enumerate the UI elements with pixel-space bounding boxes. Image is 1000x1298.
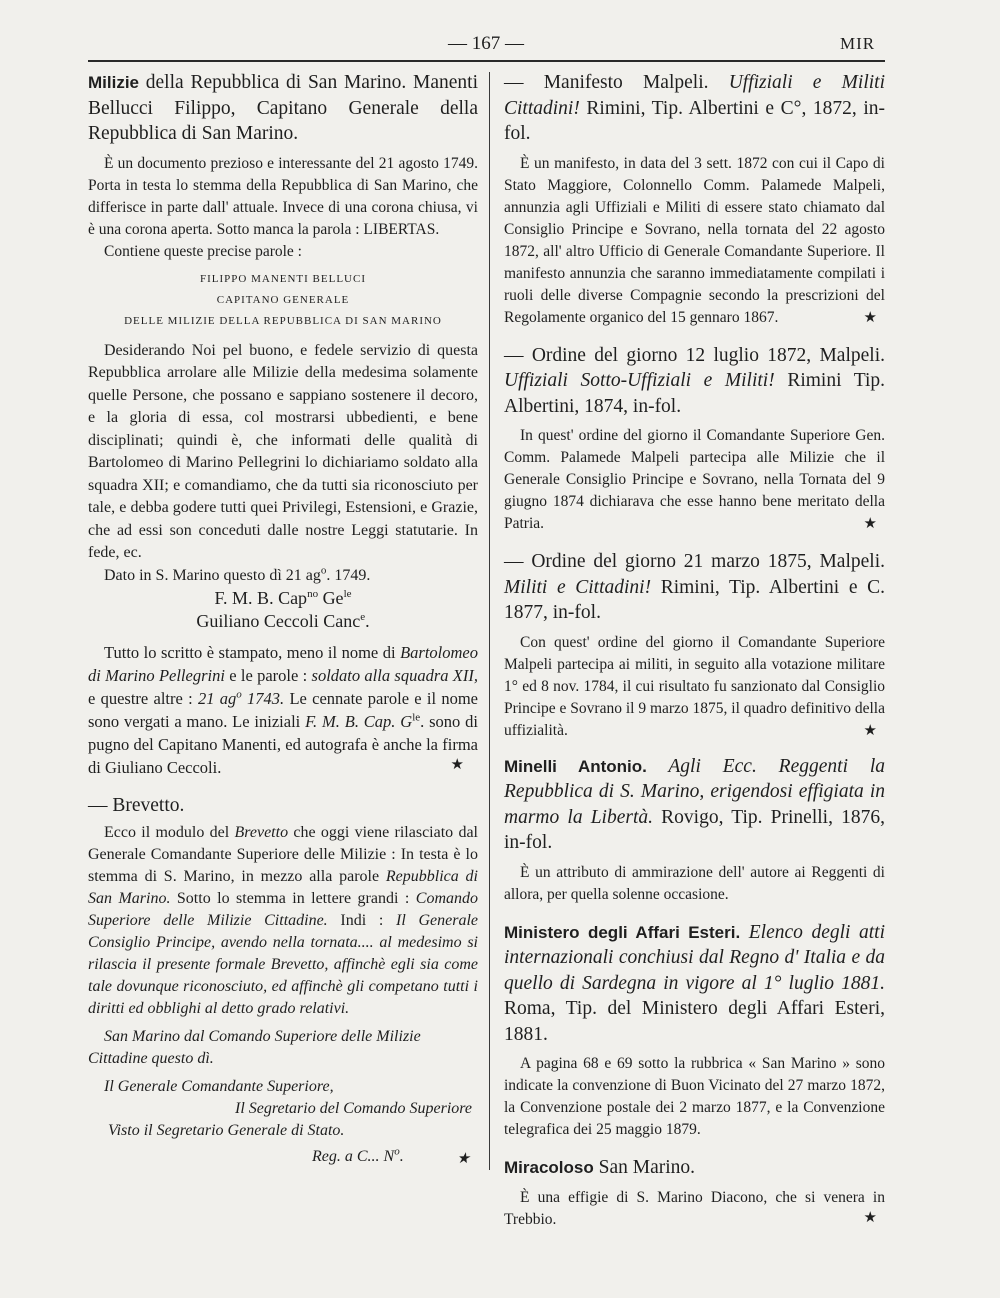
minelli-title: Minelli Antonio. Agli Ecc. Reggenti la Repubblica di S. Marino, erigendosi effigiata in marmo la Libertà. Rovigo, Tip. Prinelli, 1876, in-fol. [504,755,886,853]
column-divider [489,72,490,1170]
ministero-title: Ministero degli Affari Esteri. Elenco degli atti internazionali conchiusi dal Regno d' Italia e da quello di Sardegna in vigore al 1° luglio 1881. Roma, Tip. del Ministero degli Affari Esteri, 1881. [504,921,885,1045]
milizie-note: Tutto lo scritto è stampato, meno il nome di Bartolomeo di Marino Pellegrini e le parole : soldato alla squadra XII, e questre altre : 21 $ag^o$ 1743. Le cennate parole e il nome sono vergati a mano. Le iniziali F. M. B. Cap. $G^{le}$. sono di pugno del Capitano Manenti, ed autografa è anche la firma di Giuliano Ceccoli. ★ [88,642,478,777]
manifesto-title: — Manifesto Malpeli. Uffiziali e Militi Cittadini! Rimini, Tip. Albertini e C°, 1872, in-fol. [504,72,885,144]
page-number: — 167 — [448,33,524,54]
minelli-body: È un attributo di ammirazione dell' autore ai Reggenti di allora, per quella solenne occasione. [504,863,885,903]
ordine1-title: — Ordine del giorno 12 luglio 1872, Malpeli. Uffiziali Sotto-Uffiziali e Militi! Rimini Tip. Albertini, 1874, in-fol. [504,344,886,417]
star-icon: ★ [456,1151,470,1167]
document-heading-2: CAPITANO GENERALE [216,293,350,306]
brevetto-reg: Reg. a C... $N^o$. ★ [88,1146,478,1168]
document-heading-3: DELLE MILIZIE DELLA REPUBBLICA DI SAN MARINO [124,314,442,327]
ordine2-title: — Ordine del giorno 21 marzo 1875, Malpeli. Militi e Cittadini! Rimini, Tip. Albertini e C. 1877, in-fol. [504,551,886,623]
miracoloso-body: È una effigie di S. Marino Diacono, che si venera in Trebbio. ★ [504,1188,885,1228]
brevetto-signer-2: Il Segretario del Comando Superiore [234,1100,472,1117]
left-column [88,70,478,1168]
document-date: Dato in S. Marino questo dì 21 $ag^o$. 1749. [104,564,371,584]
document-heading-1: FILIPPO MANENTI BELLUCI [200,272,366,285]
signature-2: Guiliano Ceccoli Canc$^e$. [196,610,370,631]
milizie-description: È un documento prezioso e interessante del 21 agosto 1749. Porta in testa lo stemma della Repubblica di San Marino, che differisce in parte dall' attuale. Invece di una corona chiusa, vi è una corona aperta. Sotto manca la parola : LIBERTAS. [88,154,478,238]
star-icon: ★ [450,756,464,773]
manifesto-body: È un manifesto, in data del 3 sett. 1872 con cui il Capo di Stato Maggiore, Colonnello Comm. Palamede Malpeli, annunzia agli Uffiziali e Militi di essere stato chiamato dal Consiglio Principe e Sovrano, nella tornata del 22 agosto 1872, all' altro Ufficio di Generale Comandante Superiore. Il manifesto annunzia che saranno immediatamente compilati i ruoli delle diverse Compagnie secondo la prescrizioni del Regolamente organico del 15 gennaro 1867. ★ [504,153,885,329]
running-head: MIR [840,34,876,53]
ministero-body: A pagina 68 e 69 sotto la rubbrica « San Marino » sono indicate la convenzione di Buon Vicinato del 27 marzo 1872, la Convenzione postale dei 2 marzo 1877, e la Convenzione telegrafica dei 25 maggio 1879. [504,1055,885,1138]
milizie-intro: Contiene queste precise parole : [104,242,302,260]
ordine1-body: In quest' ordine del giorno il Comandante Superiore Gen. Comm. Palamede Malpeli partecipa alle Milizie che il Generale Consiglio Principe e Sovrano, nella Tornata del 9 giugno 1874 dichiarava che esse hanno bene meritato della Patria. ★ [504,425,885,535]
brevetto-body: Ecco il modulo del Brevetto che oggi viene rilasciato dal Generale Comandante Superiore delle Milizie : In testa è lo stemma di S. Marino, in mezzo alla parole Repubblica di San Marino. Sotto lo stemma in lettere grandi : Comando Superiore delle Milizie Cittadine. Indi : Il Generale Consiglio Principe, avendo nella tornata.... al medesimo si rilascia il presente formale Brevetto, affinchè egli sia come tale dovunque riconosciuto, ed affinchè gli competano tutti i diritti ed obblighi al detto grado relativi. [88,824,479,1017]
page-header [0,30,1000,60]
star-icon: ★ [863,516,877,532]
star-icon: ★ [863,309,877,326]
brevetto-place: San Marino dal Comando Superiore delle Milizie Cittadine questo dì. [88,1028,421,1067]
signature-1: F. M. B. Cap$^{no}$ $Ge^{le}$ [214,587,352,608]
brevetto-signer-3: Visto il Segretario Generale di Stato. [108,1122,345,1139]
entry-head: Milizie [88,73,140,92]
header-rule [88,60,885,62]
entry-milizie-title: Milizie della Repubblica di San Marino. Manenti Bellucci Filippo, Capitano Generale della Repubblica di San Marino. [88,72,478,144]
miracoloso-title: Miracoloso San Marino. [504,1157,696,1178]
star-icon: ★ [863,1209,877,1226]
star-icon: ★ [863,722,877,739]
ordine2-body: Con quest' ordine del giorno il Comandante Superiore Malpeli partecipa ai militi, in seguito alla votazione militare 1° ed 8 nov. 1784, il cui risultato fu sanzionato dal Consiglio Principe e Sovrano il 9 marzo 1875, il quadro definitivo della uffizialità. ★ [504,632,885,742]
document-quote: Desiderando Noi pel buono, e fedele servizio di questa Repubblica arrolare alle Milizie della medesima solamente quelle Persone, che possano e sappiano sostenere il decoro, e la gloria di essa, col mostrarsi ubbedienti, e bene disciplinati; quindi è, che informati delle qualità di Bartolomeo di Marino Pellegrini lo dichiariamo soldato alla squadra XII; e comandiamo, che da tutti sia riconosciuto per tale, e debba godere tutti quei Privilegi, Estensioni, e Grazie, che ad essi son conceduti dalle nostre Leggi statutarie. In fede, ec. [88,341,478,561]
brevetto-title: — Brevetto. [88,794,185,816]
right-column [504,70,885,1231]
brevetto-signer-1: Il Generale Comandante Superiore, [104,1078,334,1095]
